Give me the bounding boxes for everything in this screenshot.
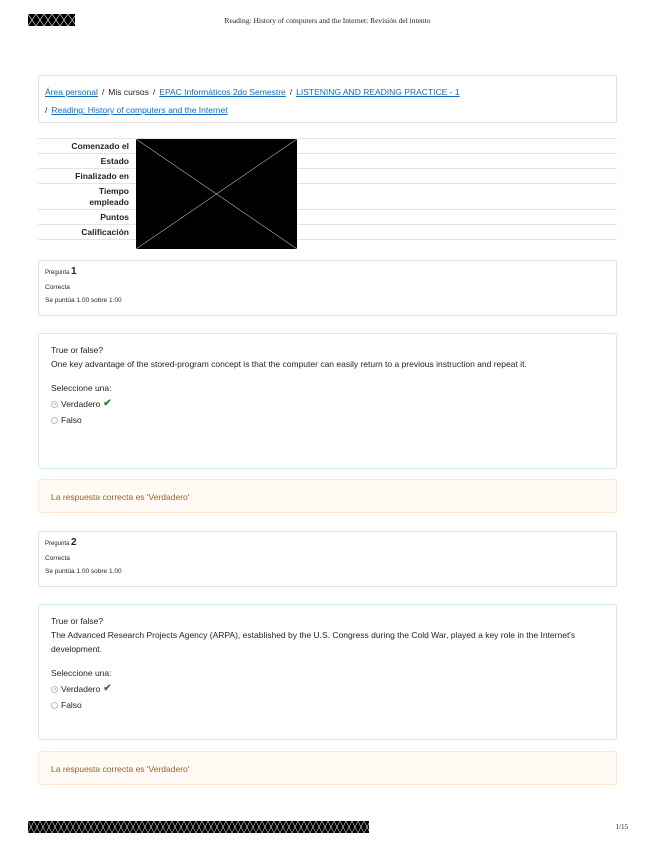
question-2-info	[38, 531, 617, 587]
breadcrumb: Área personal / Mis cursos / EPAC Informáticos 2do Semestre / LISTENING AND READING PRACTICE - 1 / Reading: History of computers and the Internet	[38, 75, 617, 123]
breadcrumb-area-personal[interactable]: Área personal	[45, 87, 98, 97]
summary-label-finished: Finalizado en	[75, 171, 129, 181]
option-label: Verdadero	[61, 684, 101, 694]
breadcrumb-quiz[interactable]: Reading: History of computers and the Internet	[51, 105, 228, 115]
check-icon: ✔	[103, 398, 112, 409]
answer-option-verdadero[interactable]	[51, 682, 604, 696]
answer-option-falso[interactable]	[51, 698, 604, 712]
summary-label-points: Puntos	[100, 212, 129, 222]
question-1-feedback: La respuesta correcta es 'Verdadero'	[38, 479, 617, 513]
summary-row-grade	[38, 224, 617, 240]
answer-prompt: Seleccione una:	[51, 383, 112, 393]
radio-verdadero[interactable]	[51, 401, 58, 408]
question-2-formulation	[38, 604, 617, 740]
check-icon: ✔	[103, 683, 112, 694]
summary-row-time	[38, 183, 617, 209]
summary-label-time: Tiempo empleado	[89, 186, 129, 207]
answer-prompt: Seleccione una:	[51, 668, 112, 678]
breadcrumb-section[interactable]: LISTENING AND READING PRACTICE - 1	[296, 87, 460, 97]
question-title: True or false?	[51, 616, 104, 626]
question-2-feedback: La respuesta correcta es 'Verdadero'	[38, 751, 617, 785]
summary-row-state	[38, 153, 617, 168]
question-text: One key advantage of the stored-program concept is that the computer can easily return to a previous instruction and repeat it.	[51, 359, 527, 369]
question-text: The Advanced Research Projects Agency (ARPA), established by the U.S. Congress during the Cold War, played a key role in the Internet's development.	[51, 630, 576, 654]
summary-label-started: Comenzado el	[71, 141, 129, 151]
question-title: True or false?	[51, 345, 104, 355]
summary-label-grade: Calificación	[81, 227, 129, 237]
answer-option-verdadero[interactable]	[51, 397, 604, 411]
option-label: Falso	[61, 415, 82, 425]
radio-falso[interactable]	[51, 702, 58, 709]
question-number: Pregunta 1	[45, 266, 77, 277]
summary-label-state: Estado	[100, 156, 129, 166]
question-grade: Se puntúa 1.00 sobre 1.00	[45, 568, 122, 575]
redacted-footer-url	[28, 821, 369, 833]
page-number: 1/15	[615, 823, 628, 831]
attempt-summary-table	[38, 138, 617, 240]
question-1-info	[38, 260, 617, 316]
answer-option-falso[interactable]	[51, 413, 604, 427]
breadcrumb-course[interactable]: EPAC Informáticos 2do Semestre	[159, 87, 286, 97]
question-grade: Se puntúa 1.00 sobre 1.00	[45, 297, 122, 304]
question-state: Correcta	[45, 284, 70, 291]
breadcrumb-mis-cursos[interactable]: Mis cursos	[108, 87, 149, 97]
radio-verdadero[interactable]	[51, 686, 58, 693]
radio-falso[interactable]	[51, 417, 58, 424]
summary-row-points	[38, 209, 617, 224]
summary-row-started	[38, 138, 617, 153]
question-state: Correcta	[45, 555, 70, 562]
option-label: Falso	[61, 700, 82, 710]
page-header-title: Reading: History of computers and the Internet: Revisión del intento	[224, 16, 431, 25]
summary-row-finished	[38, 168, 617, 183]
question-number: Pregunta 2	[45, 537, 77, 548]
redacted-summary-values	[136, 139, 297, 249]
option-label: Verdadero	[61, 399, 101, 409]
question-1-formulation	[38, 333, 617, 469]
